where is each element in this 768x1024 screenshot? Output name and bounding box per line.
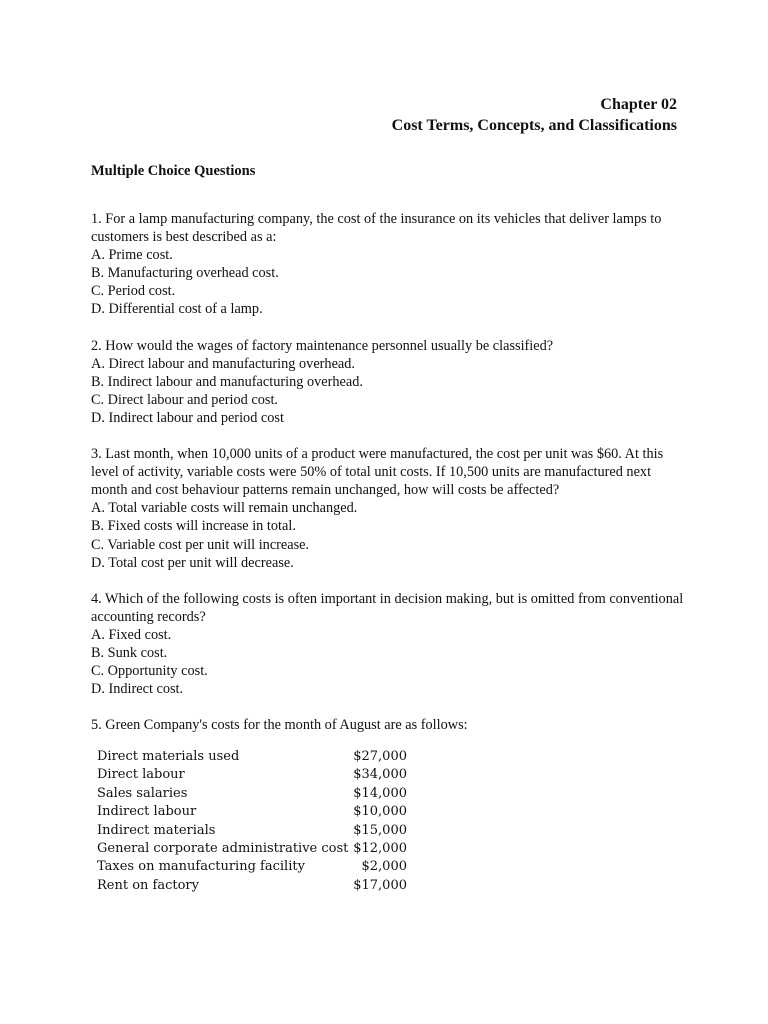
cost-amount: $12,000	[353, 841, 407, 857]
question-stem: 1. For a lamp manufacturing company, the cost of the insurance on its vehicles that deliver lamps to customers is best described as a:	[91, 211, 662, 246]
table-row	[97, 748, 407, 766]
option-d: D. Indirect cost.	[91, 681, 184, 698]
cost-label: Indirect materials	[97, 822, 216, 838]
option-c: C. Opportunity cost.	[91, 663, 208, 680]
table-row	[97, 840, 407, 858]
cost-table	[97, 748, 407, 895]
option-a: A. Prime cost.	[91, 247, 173, 264]
cost-label: Indirect labour	[97, 804, 197, 820]
cost-label: Direct materials used	[97, 749, 240, 764]
table-row	[97, 785, 407, 803]
question-stem: 3. Last month, when 10,000 units of a product were manufactured, the cost per unit was $60. At this level of activity, variable costs were 50% of total unit costs. If 10,500 units are manufactured next month and cost behaviour patterns remain unchanged, how will costs be affected?	[91, 446, 664, 499]
cost-amount: $2,000	[361, 859, 407, 875]
chapter-header	[392, 94, 677, 136]
cost-amount: $10,000	[353, 804, 407, 820]
cost-amount: $27,000	[353, 749, 407, 764]
table-row	[97, 766, 407, 784]
option-b: B. Indirect labour and manufacturing overhead.	[91, 373, 363, 390]
option-d: D. Indirect labour and period cost	[91, 409, 284, 426]
question-3	[91, 445, 691, 572]
cost-amount: $14,000	[353, 785, 407, 801]
chapter-title: Cost Terms, Concepts, and Classifications	[391, 117, 677, 134]
cost-amount: $17,000	[353, 877, 407, 893]
section-title: Multiple Choice Questions	[91, 163, 256, 179]
cost-amount: $34,000	[353, 767, 407, 783]
option-d: D. Total cost per unit will decrease.	[91, 554, 294, 571]
question-1	[91, 210, 691, 319]
cost-amount: $15,000	[353, 822, 407, 838]
question-list	[91, 210, 691, 752]
table-row	[97, 858, 407, 876]
option-c: C. Period cost.	[91, 283, 176, 300]
question-4	[91, 590, 691, 699]
table-row	[97, 822, 407, 840]
option-c: C. Direct labour and period cost.	[91, 391, 278, 408]
table-row	[97, 803, 407, 821]
cost-label: Direct labour	[97, 767, 185, 783]
option-c: C. Variable cost per unit will increase.	[91, 536, 310, 553]
table-row	[97, 877, 407, 895]
option-a: A. Total variable costs will remain unchanged.	[91, 500, 358, 517]
cost-label: Taxes on manufacturing facility	[97, 859, 305, 875]
option-d: D. Differential cost of a lamp.	[91, 301, 263, 318]
option-b: B. Fixed costs will increase in total.	[91, 518, 296, 535]
question-stem: 5. Green Company's costs for the month of August are as follows:	[91, 717, 468, 734]
option-a: A. Fixed cost.	[91, 626, 172, 643]
option-a: A. Direct labour and manufacturing overhead.	[91, 355, 355, 372]
cost-label: Rent on factory	[97, 877, 199, 893]
cost-label: General corporate administrative cost	[97, 841, 349, 857]
option-b: B. Sunk cost.	[91, 644, 168, 661]
question-5	[91, 716, 691, 734]
option-b: B. Manufacturing overhead cost.	[91, 265, 279, 282]
question-2	[91, 337, 691, 427]
cost-label: Sales salaries	[97, 785, 188, 801]
question-stem: 4. Which of the following costs is often important in decision making, but is omitted from conventional accounting records?	[91, 590, 684, 625]
question-stem: 2. How would the wages of factory maintenance personnel usually be classified?	[91, 337, 554, 354]
chapter-number: Chapter 02	[600, 96, 677, 113]
